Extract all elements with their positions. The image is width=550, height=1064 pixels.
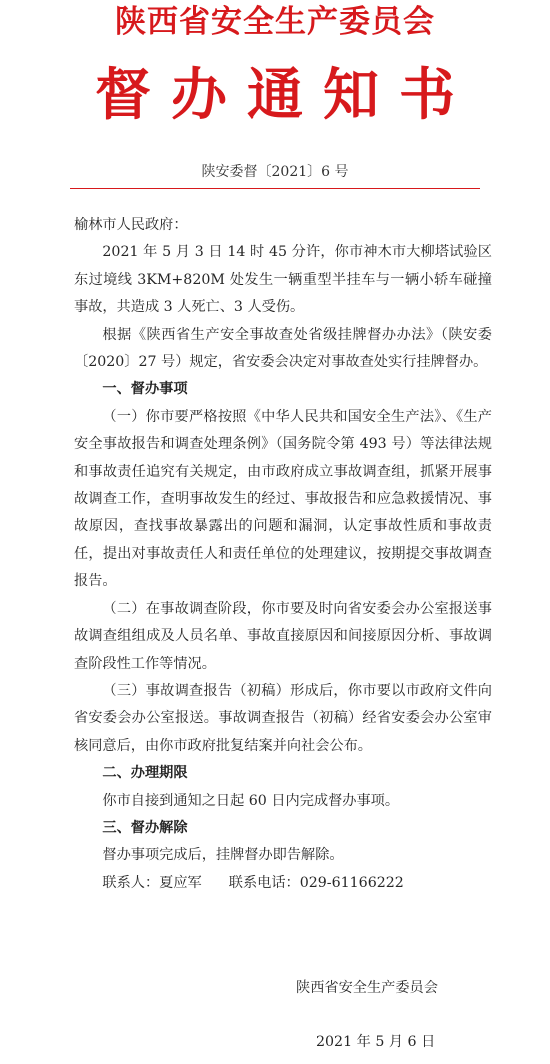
section-1-item-1: （一）你市要严格按照《中华人民共和国安全生产法》、《生产安全事故报告和调查处理条例》（国务院令第 493 号）等法律法规和事故责任追究有关规定，由市政府成立事故调查组，抓紧开展事故调查工作，查明事故发生的经过、事故报告和应急救援情况、事故原因，查找事故暴露出的问题和漏洞，认定事故性质和事故责任，提出对事故责任人和责任单位的处理建议，按期提交事故调查报告。 [74,408,492,590]
contact-person: 联系人：夏应军 [102,874,202,891]
section-3-text: 督办事项完成后，挂牌督办即告解除。 [102,847,344,864]
section-1-item-2: （二）在事故调查阶段，你市要及时向省安委会办公室报送事故调查组组成及人员名单、事故直接原因和间接原因分析、事故调查阶段性工作等情况。 [74,600,492,672]
section-heading-2: 二、办理期限 [102,765,188,782]
intro-paragraph-1: 2021 年 5 月 3 日 14 时 45 分许，你市神木市大柳塔试验区东过境线 3KM+820M 处发生一辆重型半挂车与一辆小轿车碰撞事故，共造成 3 人死亡、3 人受伤。 [74,244,492,316]
header-title: 陕西省安全生产委员会 [115,4,435,40]
intro-paragraph-2: 根据《陕西省生产安全事故查处省级挂牌督办办法》（陕安委〔2020〕27 号）规定，省安委会决定对事故查处实行挂牌督办。 [74,326,492,371]
section-1-item-3: （三）事故调查报告（初稿）形成后，你市要以市政府文件向省安委会办公室报送。事故调查报告（初稿）经省安委会办公室审核同意后，由你市政府批复结案并向社会公布。 [74,682,492,754]
header-divider [70,188,480,189]
signature-org: 陕西省安全生产委员会 [296,980,438,996]
section-2-text: 你市自接到通知之日起 60 日内完成督办事项。 [102,792,400,809]
signature-date: 2021 年 5 月 6 日 [316,1034,436,1050]
section-heading-3: 三、督办解除 [102,819,188,836]
contact-phone: 联系电话：029-61166222 [228,874,404,891]
recipient: 榆林市人民政府： [74,217,188,233]
section-heading-1: 一、督办事项 [102,381,188,398]
contact-line [74,870,492,897]
header-subtitle: 督办通知书 [95,63,475,128]
document-number: 陕安委督〔2021〕6 号 [201,164,349,180]
notice-body [74,212,492,897]
